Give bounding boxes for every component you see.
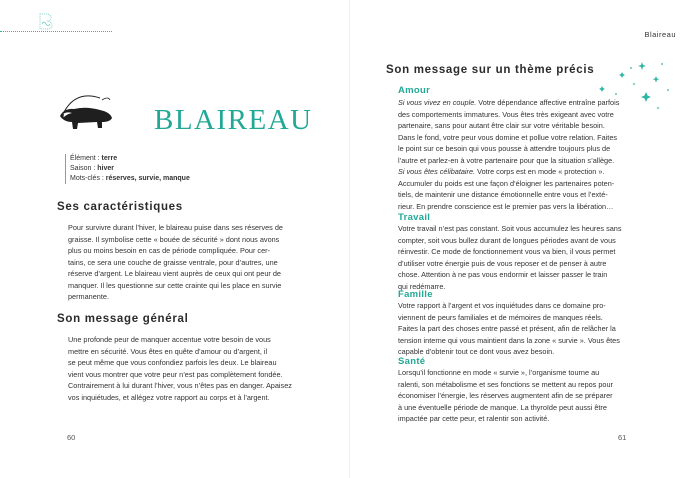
amour-heading: Amour [398,85,431,96]
characteristics-body [68,222,305,303]
text-line: Contrairement à lui durant l’hiver, vous n’êtes pas en danger. Apaisez [68,381,292,390]
text-line: tension interne qui vous maintient dans la zone « survie ». Vous êtes [398,335,620,345]
sante-body [398,367,626,425]
season-label: Saison : [70,165,98,172]
characteristics-heading: Ses caractéristiques [57,201,183,213]
text-line: plus ou moins besoin en cas de période compliquée. Pour cer- [68,246,270,255]
text-line: d’utiliser votre énergie puis de vous reposer et de penser à autre [398,258,607,268]
running-head: Blaireau [644,30,676,39]
text-line: se peut même que vous confondiez parfois les deux. Le blaireau [68,358,277,367]
page-title: BLAIREAU [154,104,313,136]
element-label: Élément : [70,155,102,162]
text-line: des comportements immatures. Vous êtes très exigeant avec votre [398,109,614,119]
page-number-right: 61 [618,433,627,442]
general-message-heading: Son message général [57,313,189,325]
keywords-value: réserves, survie, manque [105,175,190,182]
amour-body [398,97,626,212]
text-line: l’autre et parlez-en à votre partenaire pour que la situation s’allège. [398,155,615,165]
corner-ornament-icon [38,12,54,30]
badger-icon [56,92,116,136]
famille-body [398,300,626,358]
text-line: Une profonde peur de manquer accentue votre besoin de vous [68,335,271,344]
text-line: chose. Attention à ne pas vous endormir et laisser passer le train [398,270,608,279]
text-line: qui redémarre. [398,281,446,291]
dotted-rule [0,31,112,32]
text-line: partenaire, sans pour autant être clair sur votre véritable besoin. [398,121,605,130]
text-line: réinvestir. Ce mode de fonctionnement vous va bien, il vous permet [398,247,616,256]
text-line: Si vous êtes célibataire. Votre corps est en mode « protection ». [398,167,605,176]
text-line: capable d’obtenir tout ce dont vous avez besoin. [398,347,555,356]
text-line: ralenti, son métabolisme et ses fonctions se mettent au repos pour [398,379,613,389]
text-line: Votre rapport à l’argent et vos inquiétudes dans ce domaine pro- [398,301,606,310]
text-line: économiser l’énergie, les réserves augmentent afin de se préparer [398,391,613,400]
text-line: vos inquiétudes, et allégez votre rapport au corps et à l’argent. [68,392,270,402]
text-line: manquer. Il les questionne sur cette crainte qui les place en survie [68,280,282,290]
season-line [70,164,190,174]
famille-heading: Famille [398,289,433,300]
theme-heading: Son message sur un thème précis [386,64,595,76]
text-line: graisse. Il symbolise cette « bouée de sécurité » dont nous avons [68,234,280,244]
text-line: Votre travail n’est pas constant. Soit vous accumulez les heures sans [398,224,622,233]
sparkle-stars-icon [598,56,678,116]
keywords-label: Mots-clés : [70,175,106,182]
text-line: Si vous vivez en couple. Votre dépendance affective entraîne parfois [398,98,620,107]
text-line: à une éventuelle période de manque. La thyroïde peut aussi être [398,402,607,412]
text-line: compter, soit vous bullez durant de longues périodes avant de vous [398,235,616,245]
couple-label: Si vous vivez en couple. [398,98,477,107]
text-line: tains, ce sera une couche de graisse ventrale, pour d’autres, une [68,257,278,267]
text-line: Dans le fond, votre peur vous domine et pollue votre relation. Faites [398,132,618,142]
text-line: vient vous montrer que votre peur n’est pas complètement fondée. [68,369,283,379]
text-line: Pour survivre durant l’hiver, le blaireau puise dans ses réserves de [68,223,283,232]
text-line: Lorsqu’il fonctionne en mode « survie », l’organisme tourne au [398,368,600,377]
element-value: terre [101,155,118,162]
element-line [70,154,190,164]
text-line: Accumuler du poids est une façon d’éloigner les partenaires poten- [398,178,615,188]
keywords-line [70,174,190,184]
general-message-body [68,334,305,403]
text-line: tiels, de maintenir une distance émotionnelle entre vous et l’exté- [398,190,608,199]
animal-attributes [65,154,190,184]
travail-heading: Travail [398,212,431,223]
text-line: viennent de peurs familiales et de mémoires de manques réels. [398,312,603,322]
season-value: hiver [97,165,114,172]
text-line: Faites la part des choses entre passé et présent, afin de relâcher la [398,324,616,333]
text-line: réserve d’argent. Le blaireau vient auprès de ceux qui ont peur de [68,269,281,278]
text-line: mettre en sécurité. Vous êtes en quête d’amour ou d’argent, il [68,346,268,356]
text-line: le point sur ce besoin qui vous pousse à attendre toujours plus de [398,144,611,153]
single-label: Si vous êtes célibataire. [398,167,476,176]
sante-heading: Santé [398,356,426,367]
page-number-left: 60 [67,433,76,442]
travail-body [398,223,626,292]
text-line: impactée par cette peur, et ralentir son activité. [398,414,550,423]
text-line: permanente. [68,292,109,301]
text-line: rieur. En prendre conscience est le premier pas vers la libération… [398,201,614,211]
